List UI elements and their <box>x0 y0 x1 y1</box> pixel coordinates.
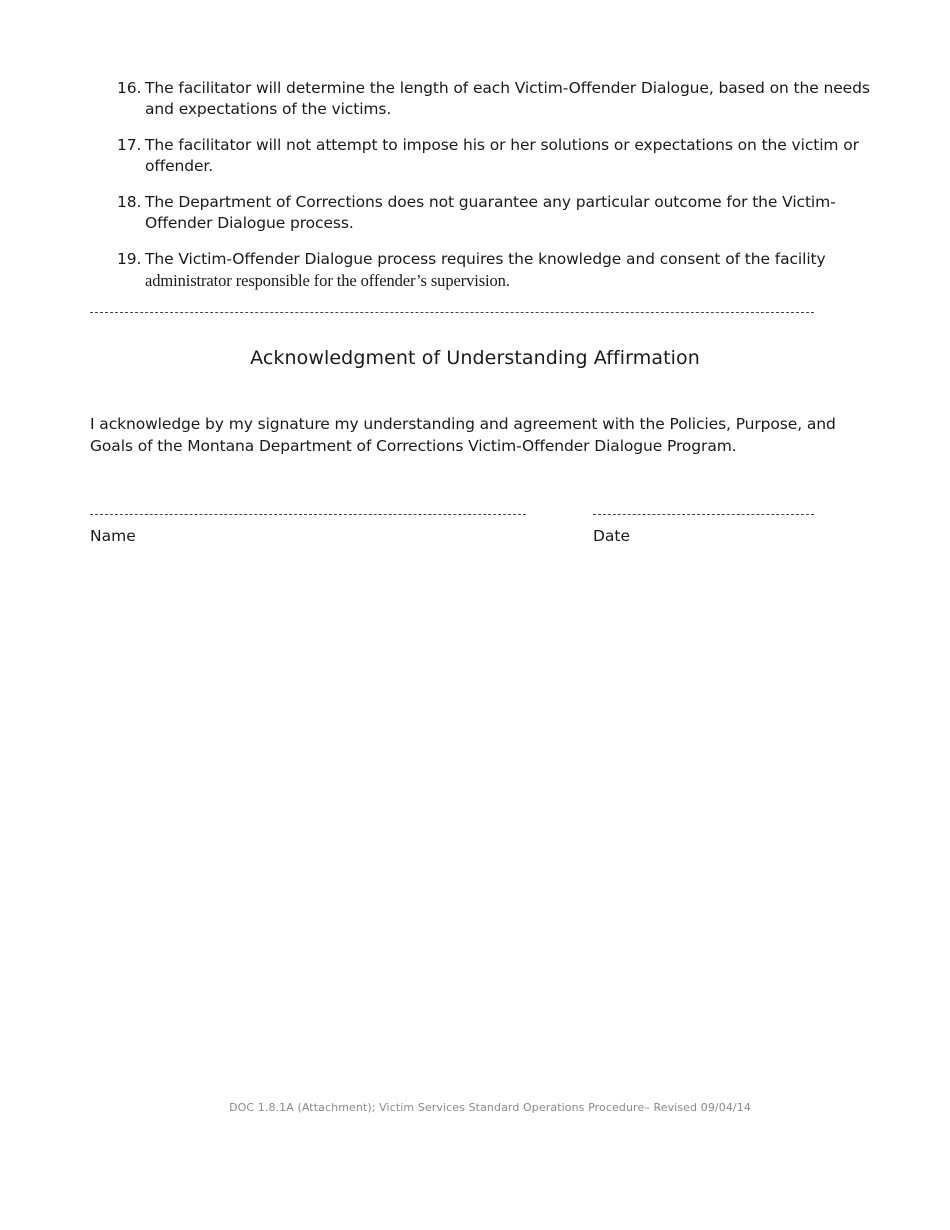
item-text: The facilitator will not attempt to impose his or her solutions or expectations on the victim or offender. <box>145 136 859 175</box>
policy-list <box>90 78 870 307</box>
acknowledgment-text: I acknowledge by my signature my understanding and agreement with the Policies, Purpose, and Goals of the Montana Department of Corrections Victim-Offender Dialogue Program. <box>90 415 836 455</box>
list-item <box>90 192 870 234</box>
page-footer: DOC 1.8.1A (Attachment); Victim Services Standard Operations Procedure– Revised 09/04/14 <box>229 1101 751 1114</box>
item-number: 19. <box>117 250 142 268</box>
item-text-tail: administrator responsible for the offender’s supervision. <box>145 271 510 290</box>
list-item <box>90 249 870 292</box>
item-text: The Department of Corrections does not guarantee any particular outcome for the Victim-Offender Dialogue process. <box>145 193 836 232</box>
name-signature-line <box>90 514 526 515</box>
item-number: 18. <box>117 193 142 211</box>
list-item <box>90 135 870 177</box>
name-label: Name <box>90 527 136 545</box>
item-number: 16. <box>117 79 142 97</box>
list-item <box>90 78 870 120</box>
item-number: 17. <box>117 136 142 154</box>
date-label: Date <box>593 527 631 545</box>
section-title: Acknowledgment of Understanding Affirmation <box>250 347 700 369</box>
date-signature-line <box>593 514 814 515</box>
section-divider <box>90 312 814 313</box>
item-text: The facilitator will determine the length of each Victim-Offender Dialogue, based on the needs and expectations of the victims. <box>145 79 870 118</box>
item-text: The Victim-Offender Dialogue process requires the knowledge and consent of the facility <box>145 250 826 268</box>
